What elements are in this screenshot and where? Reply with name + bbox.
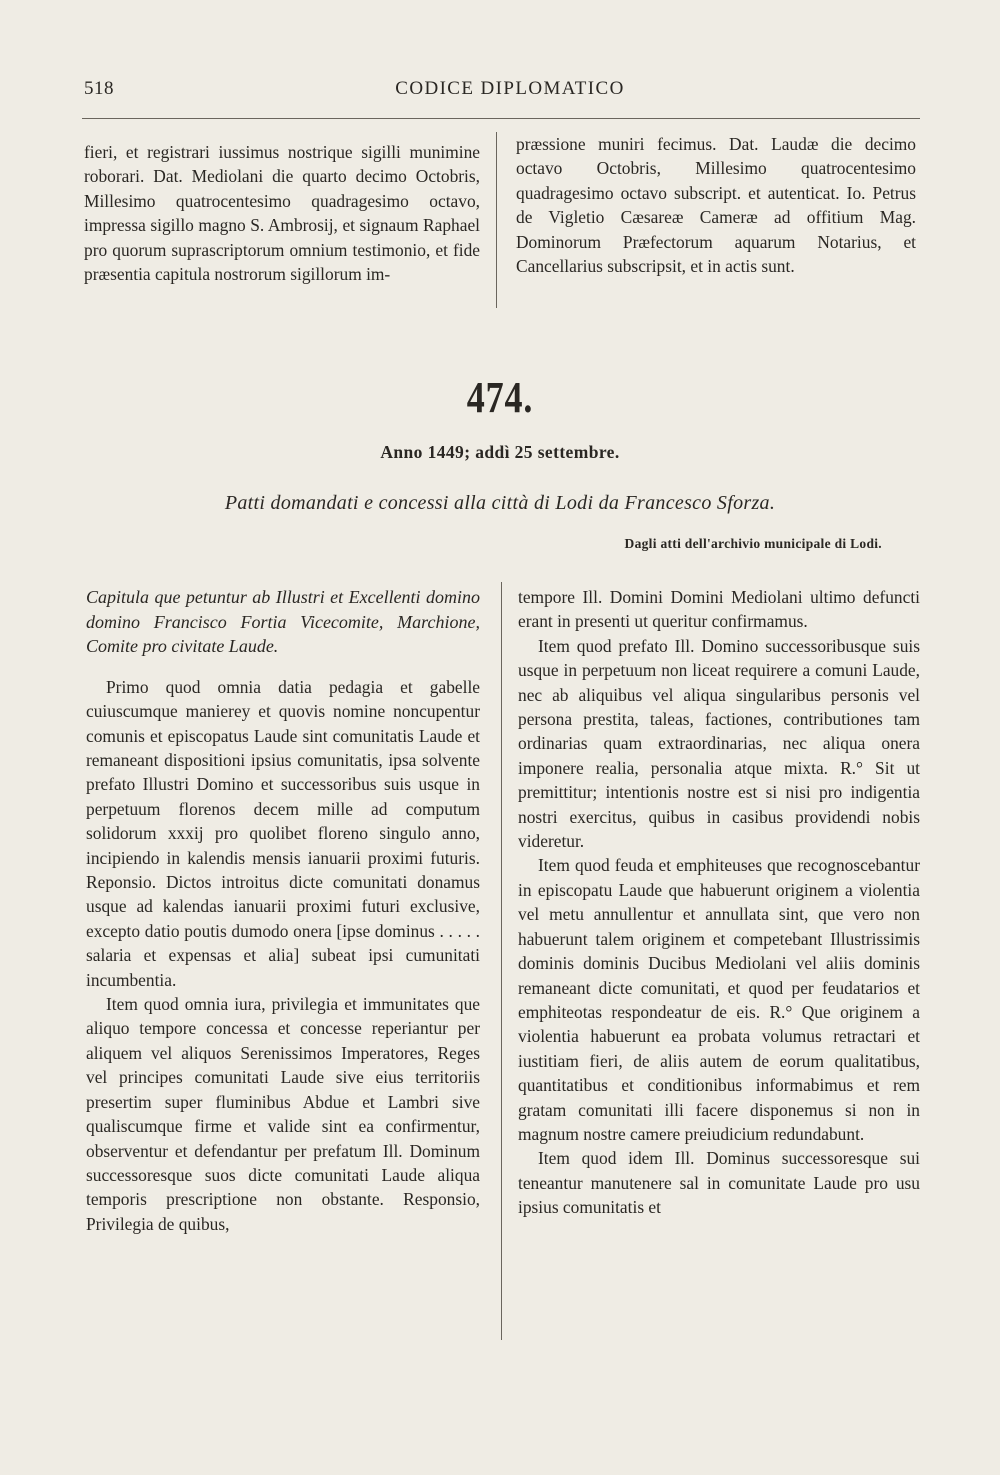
document-source: Dagli atti dell'archivio municipale di Lodi.	[624, 536, 882, 551]
running-header	[80, 78, 920, 108]
top-left-paragraph: fieri, et registrari iussimus nostrique sigilli munimine roborari. Dat. Mediolani die quarto decimo Octobris, Millesimo quatrocentesimo quadragesimo octavo, impressa sigillo magno S. Ambrosij, et signaum Raphael pro quorum suprascriptorum omnium testimonio, et fide præsentia capitula nostrorum sigillorum im-	[84, 142, 480, 285]
paragraph-item-sal: Item quod idem Ill. Dominus successoresque sui teneantur manutenere sal in comunitate Laude pro usu ipsius comunitatis et	[518, 1148, 920, 1218]
paragraph-item-feuda: Item quod feuda et emphiteuses que recognoscebantur in episcopatu Laude que habuerunt originem a violentia vel metu annullentur et annullata sint, que vero non habuerunt talem originem et competebant Illustrissimis dominis dominis Ducibus Mediolani vel aliis dominis remaneant dicte comunitati, et quod per feudatarios et emphiteotas respondeatur de eis. R.° Que originem a violentia habuerunt ea probata volumus retractari et iustitiam fieri, de aliis autem de eorum qualitatibus, quantitatibus et conditionibus informabimus et rem gratam comunitati illi facere disponemus si non in magnum nostre camere preiudicium redundabunt.	[518, 855, 920, 1144]
top-right-paragraph: præssione muniri fecimus. Dat. Laudæ die decimo octavo Octobris, Millesimo quatrocentesimo quadragesimo octavo subscript. et autenticat. Io. Petrus de Vigletio Cæsareæ Cameræ ad offitium Mag. Dominorum Præfectorum aquarum Notarius, et Cancellarius subscripsit, et in actis sunt.	[516, 134, 916, 277]
page-number: 518	[84, 78, 114, 99]
paragraph-continuation: tempore Ill. Domini Domini Mediolani ultimo defuncti erant in presenti ut queritur confirmamus.	[518, 587, 920, 632]
document-title: Patti domandati e concessi alla città di Lodi da Francesco Sforza.	[224, 492, 776, 514]
paragraph-item-prestita: Item quod prefato Ill. Domino successoribusque suis usque in perpetuum non liceat requirere a comuni Laude, nec ab aliquibus vel aliqua singularibus personis vel persona prestita, taleas, factiones, contributiones tam ordinarias quam extraordinarias, nec aliqua onera imponere realia, personalia atque mixta. R.° Sit ut premittitur; intentionis nostre est si nisi pro indigentia nostri exercitus, quibus in casibus providendi nobis videretur.	[518, 635, 920, 852]
bottom-right-column	[518, 585, 920, 1220]
top-left-column	[84, 140, 480, 286]
bottom-left-column	[86, 585, 480, 1236]
document-number: 474.	[466, 373, 534, 422]
paragraph-item-iura: Item quod omnia iura, privilegia et immunitates que aliquo tempore concessa et concesse reperiantur per aliquem vel aliquos Serenissimos Imperatores, Reges vel principes comunitati Laude sive eius territoriis presertim super fluminibus Abdue et Lambri sive qualiscumque firme et valide sint ea confirmentur, observentur et defendantur per prefatum Ill. Dominum successoresque suos dicte comunitati Laude aliqua temporis prescriptione non obstante. Responsio, Privilegia de quibus,	[86, 994, 480, 1234]
document-date: Anno 1449; addì 25 settembre.	[380, 442, 620, 462]
capitula-caption: Capitula que petuntur ab Illustri et Excellenti domino domino Francisco Fortia Vicecomite, Marchione, Comite pro civitate Laude.	[86, 587, 480, 657]
running-title: CODICE DIPLOMATICO	[395, 78, 625, 99]
bottom-column-rule	[501, 582, 502, 1340]
top-right-column	[516, 132, 916, 278]
paragraph-primo: Primo quod omnia datia pedagia et gabelle cuiuscumque manierey et quovis nomine noncupentur comunis et episcopatus Laude sint comunitatis Laude et remaneant dispositioni ipsius comunitatis, ipsa solvente prefato Illustri Domino et successoribus suis usque in perpetuum florenos decem mille ad computum solidorum xxxij pro quolibet floreno singulo anno, incipiendo in kalendis mensis ianuarii proximi futuris. Reponsio. Dictos introitus dicte comunitati donamus usque ad kalendas ianuarii proximi futuri exclusive, excepto datio poutis dumodo onera [ipse dominus . . . . . salaria et expensas et alia] subeat ipsi cumunitati incumbentia.	[86, 676, 480, 990]
header-rule	[82, 118, 920, 119]
top-column-rule	[496, 132, 497, 308]
